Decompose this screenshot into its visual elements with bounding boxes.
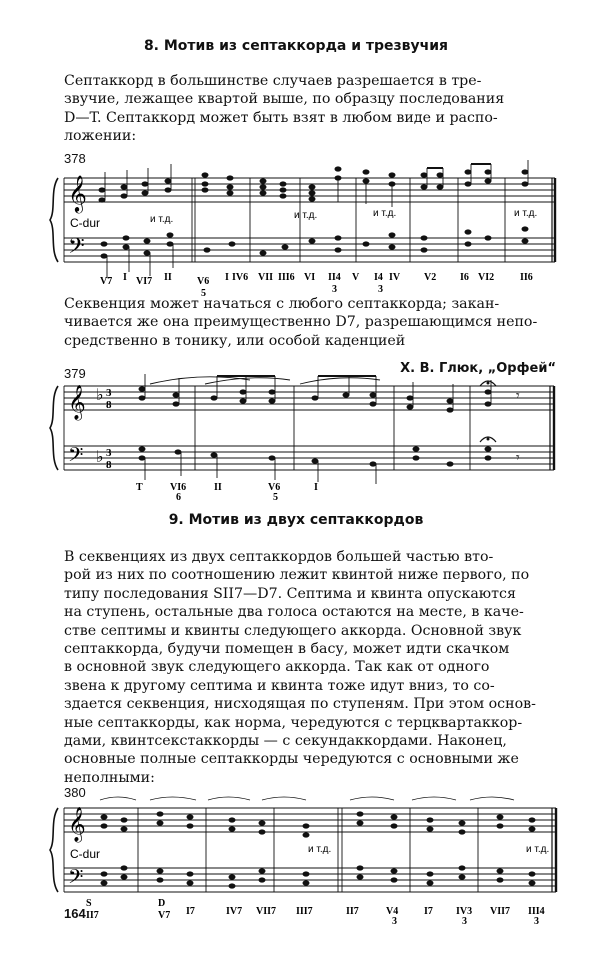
- degree-label: II6: [520, 272, 533, 283]
- degree-label: III6: [278, 272, 295, 283]
- degree-label: IV: [389, 272, 401, 283]
- degree-label: IV6: [232, 272, 249, 283]
- degree-label: I: [225, 272, 229, 283]
- text-line: В секвенциях из двух септаккордов большей частью вто-: [64, 549, 494, 565]
- section-9-heading: 9. Мотив из двух септаккордов: [168, 512, 424, 528]
- section-9-paragraph: [64, 548, 552, 787]
- text-line: звучие, лежащее квартой выше, по образцу последования: [64, 91, 505, 108]
- text-line: ные септаккорды, как норма, чередуются с терцквартаккор-: [64, 714, 523, 731]
- text-line: в основной звук следующего аккорда. Так как от одного: [64, 659, 490, 676]
- degree-sub: 6: [176, 492, 181, 502]
- degree-label: III4: [528, 906, 545, 917]
- degree-label: V7: [158, 910, 171, 921]
- itd-marker: и т.д.: [514, 208, 538, 219]
- text-line: дами, квинтсекстаккорды — с секундаккордами. Наконец,: [64, 733, 507, 750]
- degree-label: V: [352, 272, 360, 283]
- degree-label: I4: [374, 272, 383, 283]
- text-line: типу последования SII7—D7. Септима и квинта опускаются: [64, 585, 516, 602]
- text-line: рой из них по соотношению лежит квинтой ниже первого, по: [64, 567, 530, 584]
- text-line: средственно в тонику, или особой каденцией: [64, 332, 406, 349]
- degree-label: II: [214, 482, 222, 493]
- degree-label: VII: [258, 272, 274, 283]
- section-8-paragraph-2: [64, 295, 552, 350]
- degree-label: V6: [268, 482, 281, 493]
- degree-label: VI2: [478, 272, 495, 283]
- degree-sub: 3: [332, 284, 337, 295]
- degree-label: I6: [460, 272, 469, 283]
- svg-text:𝄢: 𝄢: [68, 443, 84, 471]
- degree-label: VII7: [490, 906, 511, 917]
- degree-label: III7: [296, 906, 313, 917]
- degree-label: V2: [424, 272, 437, 283]
- degree-sub: 3: [392, 916, 397, 924]
- degree-label: T: [136, 482, 143, 493]
- svg-text:♭: ♭: [96, 385, 104, 404]
- degree-label: V7: [100, 276, 113, 287]
- degree-label: I: [314, 482, 318, 493]
- svg-text:𝄞: 𝄞: [68, 385, 86, 420]
- degree-label: I7: [424, 906, 433, 917]
- text-line: Секвенция может начаться с любого септаккорда; закан-: [64, 296, 500, 312]
- svg-text:♭: ♭: [96, 447, 104, 466]
- composer-attribution: Х. В. Глюк, „Орфей“: [400, 361, 556, 376]
- text-line: здается секвенция, нисходящая по ступеням. При этом основ-: [64, 696, 536, 713]
- text-line: неполными:: [64, 769, 155, 786]
- time-signature-bottom: 8: [106, 399, 112, 411]
- degree-sub: 5: [201, 288, 206, 299]
- key-label: C-dur: [70, 216, 101, 230]
- degree-label: I7: [186, 906, 195, 917]
- text-line: основные полные септаккорды чередуются с основными же: [64, 751, 519, 768]
- text-line: Септаккорд в большинстве случаев разрешается в тре-: [64, 73, 482, 89]
- svg-text:𝄾: 𝄾: [516, 450, 520, 466]
- function-label-s: S: [86, 898, 92, 909]
- svg-text:𝄢: 𝄢: [68, 865, 84, 893]
- svg-text:𝄞: 𝄞: [68, 174, 87, 212]
- itd-marker: и т.д.: [373, 208, 397, 219]
- example-378-number: 378: [64, 151, 86, 166]
- degree-label: V4: [386, 906, 399, 917]
- degree-label: IV7: [226, 906, 243, 917]
- music-score-378: [0, 160, 592, 300]
- degree-label: II: [164, 272, 172, 283]
- degree-label: I: [123, 272, 127, 283]
- text-line: звена к другому септима и квинта тоже идут вниз, то со-: [64, 677, 495, 694]
- itd-marker: и т.д.: [308, 844, 332, 855]
- example-380-number: 380: [64, 785, 86, 800]
- degree-sub: 5: [273, 492, 278, 502]
- text-line: чивается же она преимущественно D7, разрешающимся непо-: [64, 314, 538, 331]
- text-line: ложении:: [64, 128, 137, 145]
- itd-marker: и т.д.: [526, 844, 550, 855]
- text-line: септаккорда, будучи помещен в басу, может идти скачком: [64, 641, 510, 658]
- degree-sub: 3: [378, 284, 383, 295]
- degree-label: IV3: [456, 906, 473, 917]
- time-signature-top: 3: [106, 387, 112, 399]
- page-number: 164: [64, 906, 86, 921]
- degree-label: II4: [328, 272, 341, 283]
- degree-label: VII7: [256, 906, 277, 917]
- degree-label: VI: [304, 272, 316, 283]
- section-8-heading: 8. Мотив из септаккорда и трезвучия: [143, 38, 449, 54]
- degree-label: VI7: [136, 276, 153, 287]
- time-signature-top: 3: [106, 447, 112, 459]
- example-379-number: 379: [64, 366, 86, 381]
- itd-marker: и т.д.: [294, 210, 318, 221]
- key-label: C-dur: [70, 847, 101, 861]
- svg-text:𝄞: 𝄞: [68, 807, 86, 842]
- time-signature-bottom: 8: [106, 459, 112, 471]
- music-score-379: [0, 372, 592, 502]
- svg-text:𝄾: 𝄾: [516, 388, 520, 404]
- text-line: на ступень, остальные два голоса остаются на месте, в каче-: [64, 604, 524, 621]
- music-score-380: [0, 794, 592, 924]
- text-line: стве септимы и квинты следующего аккорда. Основной звук: [64, 622, 522, 639]
- function-label-d: D: [158, 898, 166, 909]
- svg-text:𝄢: 𝄢: [68, 234, 85, 264]
- degree-sub: 3: [534, 916, 539, 924]
- degree-label: II7: [86, 910, 99, 921]
- degree-sub: 3: [462, 916, 467, 924]
- degree-label: II7: [346, 906, 359, 917]
- itd-marker: и т.д.: [150, 214, 174, 225]
- degree-label: VI6: [170, 482, 187, 493]
- text-line: D—T. Септаккорд может быть взят в любом виде и распо-: [64, 109, 498, 126]
- section-8-paragraph-1: [64, 72, 552, 146]
- degree-label: V6: [197, 276, 210, 287]
